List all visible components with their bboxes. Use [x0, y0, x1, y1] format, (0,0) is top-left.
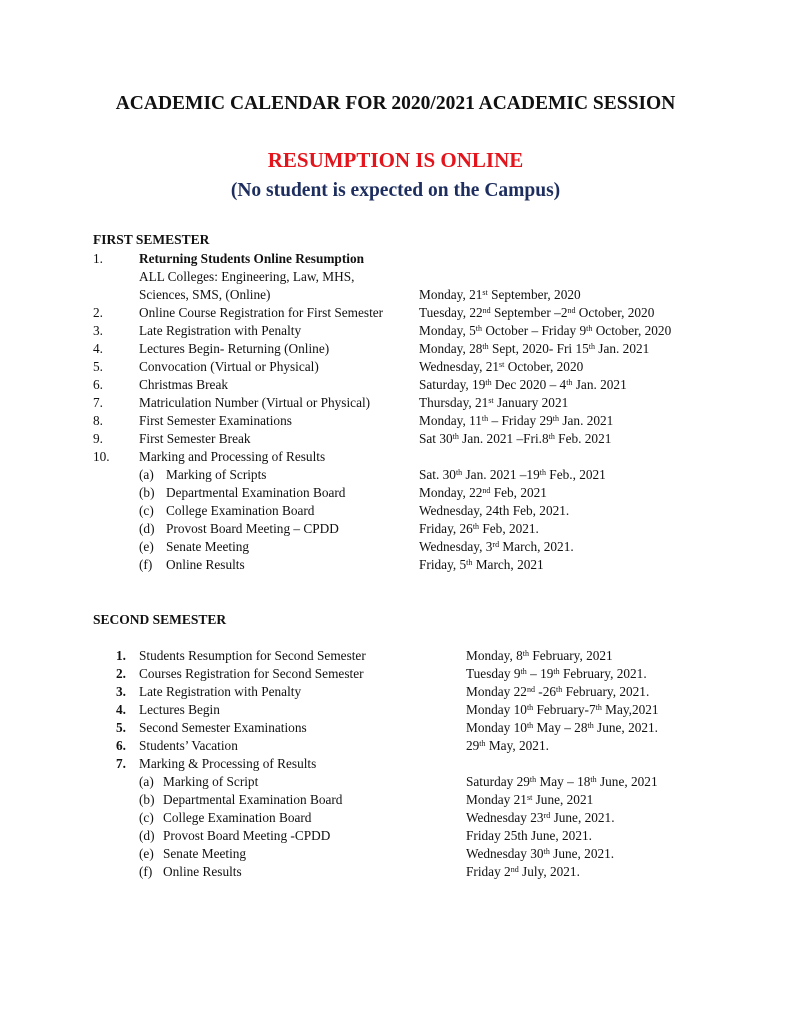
item-number: 1.: [93, 251, 103, 266]
item-number: 9.: [93, 431, 103, 446]
subitem-date: Wednesday 30th June, 2021.: [466, 846, 615, 861]
item-label: Convocation (Virtual or Physical): [139, 359, 319, 374]
item-label-line: Sciences, SMS, (Online): [139, 287, 271, 302]
subitem-letter: (c): [139, 503, 154, 518]
item-label: Lectures Begin- Returning (Online): [139, 341, 330, 356]
item-label: Lectures Begin: [139, 702, 220, 717]
item-date: Monday 10th May – 28th June, 2021.: [466, 720, 658, 735]
item-label: Late Registration with Penalty: [139, 684, 302, 699]
subitem-label: Online Results: [166, 557, 245, 572]
item-date: Sat 30th Jan. 2021 –Fri.8th Feb. 2021: [419, 431, 612, 446]
subitem-label: Senate Meeting: [163, 846, 247, 861]
item-number: 3.: [116, 684, 126, 699]
item-number: 7.: [93, 395, 103, 410]
subitem-date: Friday 25th June, 2021.: [466, 828, 592, 843]
subitem-letter: (e): [139, 846, 154, 861]
item-label: Courses Registration for Second Semester: [139, 666, 364, 681]
item-number: 10.: [93, 449, 110, 464]
item-label: Students Resumption for Second Semester: [139, 648, 366, 663]
item-date: Thursday, 21st January 2021: [419, 395, 569, 410]
subitem-letter: (d): [139, 828, 155, 843]
subitem-letter: (b): [139, 792, 155, 807]
item-number: 6.: [116, 738, 126, 753]
item-label: First Semester Examinations: [139, 413, 292, 428]
subitem-date: Monday 21st June, 2021: [466, 792, 594, 807]
subitem-label: Senate Meeting: [166, 539, 250, 554]
item-number: 7.: [116, 756, 126, 771]
item-number: 2.: [93, 305, 103, 320]
second-semester-heading: SECOND SEMESTER: [93, 612, 227, 627]
resumption-notice: RESUMPTION IS ONLINE: [267, 148, 524, 172]
subitem-date: Friday, 26th Feb, 2021.: [419, 521, 539, 536]
subitem-label: Online Results: [163, 864, 242, 879]
item-date: Monday, 5th October – Friday 9th October, 2020: [419, 323, 672, 338]
subitem-letter: (c): [139, 810, 154, 825]
subitem-letter: (a): [139, 774, 154, 789]
item-number: 8.: [93, 413, 103, 428]
item-label: Online Course Registration for First Semester: [139, 305, 384, 320]
subitem-label: Provost Board Meeting – CPDD: [166, 521, 339, 536]
subitem-date: Wednesday, 3rd March, 2021.: [419, 539, 574, 554]
subitem-date: Friday, 5th March, 2021: [419, 557, 544, 572]
item-date: Wednesday, 21st October, 2020: [419, 359, 584, 374]
item-label: Christmas Break: [139, 377, 229, 392]
subitem-date: Wednesday, 24th Feb, 2021.: [419, 503, 570, 518]
item-label: Marking and Processing of Results: [139, 449, 326, 464]
item-date: Monday, 28th Sept, 2020- Fri 15th Jan. 2021: [419, 341, 650, 356]
item-number: 3.: [93, 323, 103, 338]
page-title: ACADEMIC CALENDAR FOR 2020/2021 ACADEMIC SESSION: [115, 93, 676, 114]
item-label: Marking & Processing of Results: [139, 756, 317, 771]
item-label: Students’ Vacation: [139, 738, 238, 753]
subitem-date: Wednesday 23rd June, 2021.: [466, 810, 615, 825]
item-date: Tuesday 9th – 19th February, 2021.: [466, 666, 647, 681]
subitem-date: Saturday 29th May – 18th June, 2021: [466, 774, 658, 789]
item-number: 4.: [116, 702, 126, 717]
subitem-date: Sat. 30th Jan. 2021 –19th Feb., 2021: [419, 467, 606, 482]
item-date: Monday 10th February-7th May,2021: [466, 702, 659, 717]
item-label: First Semester Break: [139, 431, 251, 446]
first-semester-heading: FIRST SEMESTER: [93, 232, 210, 247]
subitem-label: Marking of Scripts: [166, 467, 267, 482]
item-date: Monday, 21st September, 2020: [419, 287, 581, 302]
subitem-label: Departmental Examination Board: [166, 485, 346, 500]
subitem-label: College Examination Board: [163, 810, 312, 825]
item-label: Matriculation Number (Virtual or Physical): [139, 395, 371, 410]
item-number: 2.: [116, 666, 126, 681]
subitem-letter: (f): [139, 557, 153, 572]
subitem-letter: (f): [139, 864, 153, 879]
item-number: 1.: [116, 648, 126, 663]
item-date: Monday, 11th – Friday 29th Jan. 2021: [419, 413, 614, 428]
item-date: Saturday, 19th Dec 2020 – 4th Jan. 2021: [419, 377, 627, 392]
subitem-label: Departmental Examination Board: [163, 792, 343, 807]
item-date: Tuesday, 22nd September –2nd October, 2020: [419, 305, 655, 320]
item-label-line: ALL Colleges: Engineering, Law, MHS,: [139, 269, 355, 284]
subitem-date: Friday 2nd July, 2021.: [466, 864, 580, 879]
subitem-letter: (a): [139, 467, 154, 482]
subitem-date: Monday, 22nd Feb, 2021: [419, 485, 547, 500]
subitem-letter: (b): [139, 485, 155, 500]
item-number: 6.: [93, 377, 103, 392]
item-number: 5.: [93, 359, 103, 374]
subitem-label: Marking of Script: [163, 774, 259, 789]
item-date: 29th May, 2021.: [466, 738, 549, 753]
item-label: Second Semester Examinations: [139, 720, 307, 735]
campus-notice: (No student is expected on the Campus): [230, 180, 561, 201]
item-date: Monday, 8th February, 2021: [466, 648, 613, 663]
subitem-letter: (e): [139, 539, 154, 554]
item-label: Late Registration with Penalty: [139, 323, 302, 338]
subitem-label: Provost Board Meeting -CPDD: [163, 828, 331, 843]
subitem-label: College Examination Board: [166, 503, 315, 518]
item-date: Monday 22nd -26th February, 2021.: [466, 684, 650, 699]
subitem-letter: (d): [139, 521, 155, 536]
item-number: 5.: [116, 720, 126, 735]
item-number: 4.: [93, 341, 103, 356]
item-label: Returning Students Online Resumption: [139, 251, 364, 266]
